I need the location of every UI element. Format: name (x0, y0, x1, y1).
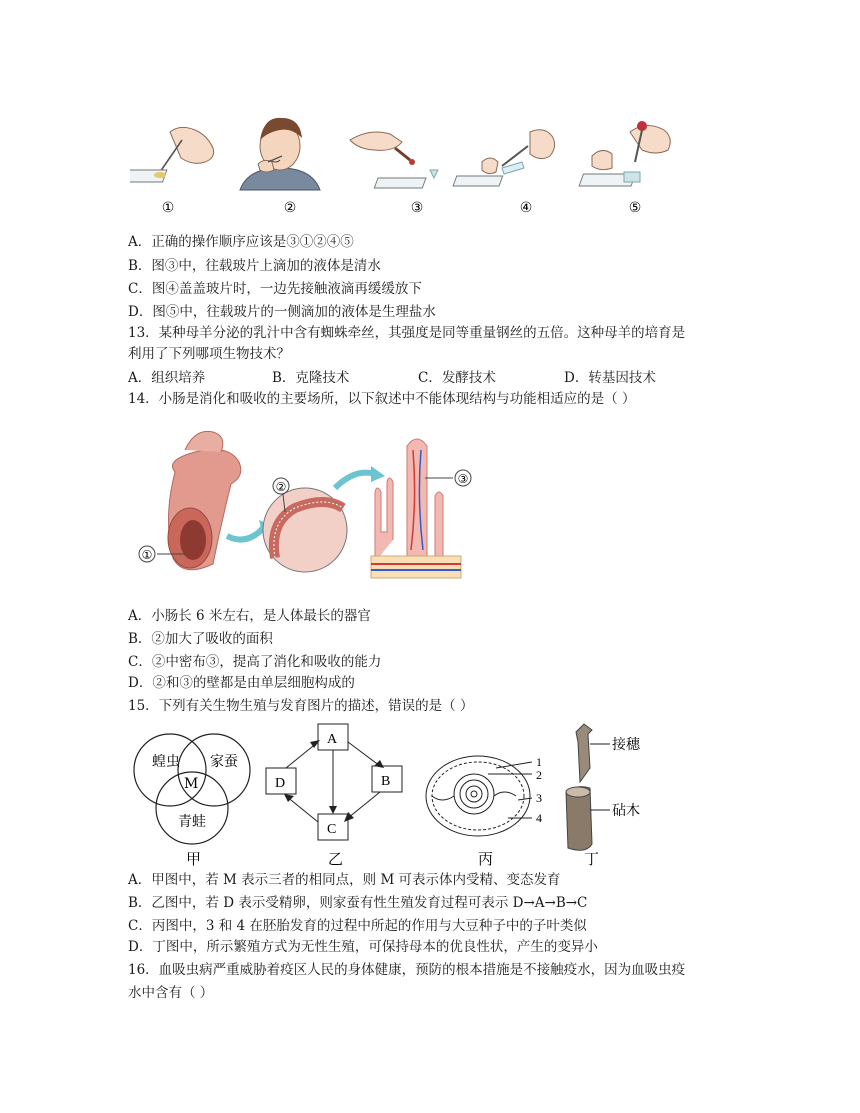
q15-option-d: D．丁图中，所示繁殖方式为无性生殖，可保持母本的优良性状，产生的变异小 (128, 939, 598, 955)
cycle-label-d: D (275, 776, 286, 791)
graft-label-stock: 砧木 (612, 803, 640, 819)
egg-label-2: 2 (536, 768, 542, 782)
q14-option-c: C．②中密布③，提高了消化和吸收的能力 (128, 654, 382, 670)
cycle-label-c: C (327, 822, 337, 837)
caption-jia: 甲 (186, 850, 202, 868)
small-intestine-illustration (168, 431, 241, 569)
q16-stem-line1: 16．血吸虫病严重威胁着疫区人民的身体健康，预防的根本措施是不接触疫水，因为血吸虫疫 (128, 962, 686, 978)
q12-option-b: B．图③中，往载玻片上滴加的液体是清水 (128, 258, 381, 274)
cycle-label-a: A (327, 732, 338, 747)
q12-figure (130, 112, 690, 220)
cycle-label-b: B (381, 774, 391, 789)
egg-label-4: 4 (536, 811, 542, 825)
villi-illustration (371, 439, 461, 578)
step-label-5: ⑤ (628, 200, 642, 216)
step2-illustration (240, 118, 320, 190)
intestine-label-2: ② (275, 480, 287, 494)
grafting-illustration (566, 724, 610, 850)
intestine-label-1: ① (141, 548, 153, 562)
caption-bing: 丙 (478, 850, 494, 868)
step-label-3: ③ (410, 200, 424, 216)
q14-option-b: B．②加大了吸收的面积 (128, 631, 273, 647)
q13-option-b: B．克隆技术 (272, 370, 350, 386)
step3-illustration (350, 132, 438, 188)
q14-option-d: D．②和③的壁都是由单层细胞构成的 (128, 675, 355, 691)
venn-label-m: M (184, 776, 199, 792)
q15-option-b: B．乙图中，若 D 表示受精卵，则家蚕有性生殖发育过程可表示 D→A→B→C (128, 895, 588, 911)
q15-option-c: C．丙图中，3 和 4 在胚胎发育的过程中所起的作用与大豆种子中的子叶类似 (128, 918, 587, 934)
step-label-4: ④ (519, 200, 533, 216)
step-label-2: ② (283, 200, 297, 216)
q15-figure (128, 722, 688, 870)
caption-yi: 乙 (328, 850, 344, 868)
step-label-1: ① (161, 200, 175, 216)
intestine-label-3: ③ (457, 472, 469, 486)
step4-illustration (453, 130, 555, 186)
graft-label-scion: 接穗 (612, 737, 640, 753)
q16-stem-line2: 水中含有（ ） (128, 985, 214, 1001)
venn-label-silkworm: 家蚕 (210, 754, 238, 770)
egg-label-3: 3 (536, 791, 542, 805)
venn-label-frog: 青蛙 (178, 814, 206, 830)
q14-stem: 14．小肠是消化和吸收的主要场所，以下叙述中不能体现结构与功能相适应的是（ ） (128, 391, 636, 407)
q13-option-d: D．转基因技术 (564, 370, 656, 386)
step1-illustration (130, 127, 214, 182)
q12-option-a: A．正确的操作顺序应该是③①②④⑤ (128, 234, 354, 250)
q14-figure (135, 430, 485, 590)
egg-label-1: 1 (536, 755, 542, 769)
q12-option-d: D．图⑤中，往载玻片的一侧滴加的液体是生理盐水 (128, 304, 436, 320)
venn-label-locust: 蝗虫 (152, 754, 180, 770)
step5-illustration (579, 121, 670, 186)
q15-stem: 15．下列有关生物生殖与发育图片的描述，错误的是（ ） (128, 698, 474, 714)
q14-option-a: A．小肠长 6 米左右，是人体最长的器官 (128, 608, 371, 624)
circular-fold-illustration (263, 488, 347, 572)
q13-stem-line1: 13．某种母羊分泌的乳汁中含有蜘蛛牵丝，其强度是同等重量钢丝的五倍。这种母羊的培育是 (128, 325, 686, 341)
q13-stem-line2: 利用了下列哪项生物技术？ (128, 346, 290, 362)
caption-ding: 丁 (584, 850, 600, 868)
q12-option-c: C．图④盖盖玻片时，一边先接触液滴再缓缓放下 (128, 281, 422, 297)
q13-option-a: A．组织培养 (128, 370, 206, 386)
q15-option-a: A．甲图中，若 M 表示三者的相同点，则 M 可表示体内受精、变态发育 (128, 872, 561, 888)
q13-option-c: C．发酵技术 (418, 370, 496, 386)
bird-egg-diagram (426, 756, 532, 836)
